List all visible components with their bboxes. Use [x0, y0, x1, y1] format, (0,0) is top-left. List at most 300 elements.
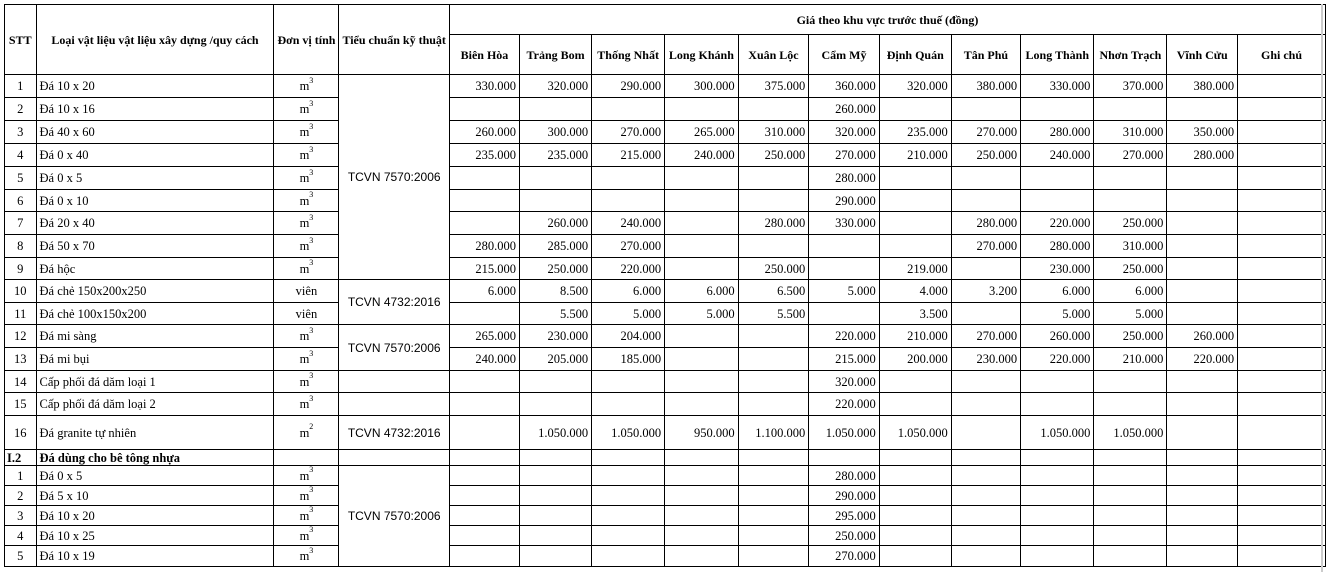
- row-price: [665, 235, 739, 258]
- table-row: [5, 348, 1326, 371]
- row-price: 320.000: [809, 121, 880, 144]
- row-price: [738, 546, 809, 567]
- row-unit: [274, 466, 339, 486]
- row-standard: TCVN 4732:2016: [339, 416, 449, 450]
- row-unit-exponent: 3: [309, 525, 314, 535]
- row-price: [1021, 466, 1094, 486]
- section-empty-cell: [665, 450, 739, 466]
- table-row: [5, 486, 1326, 506]
- row-unit-text: m: [299, 193, 310, 208]
- row-price: [665, 325, 739, 348]
- header-standard: Tiểu chuẩn kỹ thuật: [339, 5, 449, 75]
- row-stt: 2: [5, 98, 37, 121]
- row-price: 300.000: [665, 75, 739, 98]
- row-price: [665, 98, 739, 121]
- row-price: 250.000: [951, 144, 1020, 167]
- row-price: [449, 526, 519, 546]
- row-material-name: Đá mi bụi: [36, 348, 274, 371]
- table-row: [5, 167, 1326, 190]
- header-region: Ghi chú: [1238, 35, 1326, 75]
- row-unit: [274, 75, 339, 98]
- row-price: [449, 486, 519, 506]
- row-unit-exponent: 3: [309, 98, 314, 108]
- row-price: [1167, 258, 1238, 280]
- row-price: [1238, 546, 1326, 567]
- row-price: 3.200: [951, 280, 1020, 303]
- row-material-name: Đá 20 x 40: [36, 212, 274, 235]
- row-price: 215.000: [809, 348, 880, 371]
- row-unit-text: m: [299, 239, 310, 253]
- section-empty-cell: [1094, 450, 1167, 466]
- row-material-name: Đá 0 x 10: [36, 190, 274, 212]
- row-price: 270.000: [592, 121, 665, 144]
- table-row: [5, 144, 1326, 167]
- row-standard: TCVN 7570:2006: [339, 325, 449, 371]
- row-price: 265.000: [449, 325, 519, 348]
- row-price: 360.000: [809, 75, 880, 98]
- page-edge-divider: [1321, 4, 1323, 572]
- row-price: 270.000: [809, 144, 880, 167]
- row-price: [592, 167, 665, 190]
- row-unit-exponent: 3: [309, 190, 314, 200]
- row-price: 230.000: [951, 348, 1020, 371]
- row-price: 380.000: [1167, 75, 1238, 98]
- row-price: 320.000: [519, 75, 591, 98]
- row-price: [519, 486, 591, 506]
- row-price: [951, 546, 1020, 567]
- row-price: 230.000: [1021, 258, 1094, 280]
- row-price: [592, 546, 665, 567]
- row-unit-text: m: [299, 508, 310, 523]
- row-material-name: Đá 10 x 16: [36, 98, 274, 121]
- table-row: [5, 303, 1326, 325]
- row-price: [449, 466, 519, 486]
- row-material-name: Đá 10 x 20: [36, 75, 274, 98]
- row-price: [1167, 235, 1238, 258]
- section-empty-cell: [519, 450, 591, 466]
- row-price: [1021, 526, 1094, 546]
- row-unit: [274, 416, 339, 450]
- table-row: [5, 258, 1326, 280]
- row-price: [1094, 393, 1167, 416]
- header-stt: STT: [5, 5, 37, 75]
- row-material-name: Đá 40 x 60: [36, 121, 274, 144]
- row-price: [1238, 75, 1326, 98]
- table-row: [5, 75, 1326, 98]
- row-price: [592, 98, 665, 121]
- row-price: [519, 371, 591, 393]
- row-unit-text: m: [299, 468, 310, 483]
- row-price: [879, 190, 951, 212]
- row-price: 235.000: [519, 144, 591, 167]
- row-standard: [339, 393, 449, 416]
- row-price: 3.500: [879, 303, 951, 325]
- row-price: 280.000: [1021, 235, 1094, 258]
- section-empty-cell: [592, 450, 665, 466]
- row-unit: [274, 526, 339, 546]
- row-price: [879, 466, 951, 486]
- row-price: [1094, 486, 1167, 506]
- row-price: 220.000: [1021, 348, 1094, 371]
- row-unit-exponent: 3: [309, 393, 314, 403]
- row-price: [592, 190, 665, 212]
- row-price: 220.000: [592, 258, 665, 280]
- row-price: [738, 486, 809, 506]
- row-price: 250.000: [1094, 212, 1167, 235]
- row-price: [1238, 235, 1326, 258]
- row-price: 1.050.000: [809, 416, 880, 450]
- row-price: [1167, 466, 1238, 486]
- section-empty-cell: [1238, 450, 1326, 466]
- row-price: 260.000: [809, 98, 880, 121]
- row-price: [951, 526, 1020, 546]
- row-price: [1021, 371, 1094, 393]
- row-price: 270.000: [592, 235, 665, 258]
- table-row: [5, 466, 1326, 486]
- row-price: 240.000: [1021, 144, 1094, 167]
- row-standard: [339, 371, 449, 393]
- row-price: [1167, 416, 1238, 450]
- row-unit-text: m: [299, 488, 310, 503]
- header-region: Long Khánh: [665, 35, 739, 75]
- row-price: [449, 212, 519, 235]
- row-price: 8.500: [519, 280, 591, 303]
- row-price: [738, 466, 809, 486]
- row-price: 6.000: [665, 280, 739, 303]
- row-unit: [274, 98, 339, 121]
- header-region: Tân Phú: [951, 35, 1020, 75]
- section-empty-cell: [951, 450, 1020, 466]
- row-unit-exponent: 3: [309, 167, 314, 177]
- row-material-name: Cấp phối đá dăm loại 1: [36, 371, 274, 393]
- row-price: [1021, 393, 1094, 416]
- row-price: [1021, 98, 1094, 121]
- row-price: 220.000: [809, 325, 880, 348]
- row-price: 205.000: [519, 348, 591, 371]
- row-price: 250.000: [809, 526, 880, 546]
- row-price: [449, 416, 519, 450]
- row-price: 210.000: [879, 144, 951, 167]
- row-stt: 4: [5, 526, 37, 546]
- row-price: [1021, 486, 1094, 506]
- row-price: 370.000: [1094, 75, 1167, 98]
- row-price: [1094, 98, 1167, 121]
- section-empty-cell: [879, 450, 951, 466]
- row-price: 350.000: [1167, 121, 1238, 144]
- row-unit-exponent: 3: [309, 371, 314, 381]
- row-price: [738, 235, 809, 258]
- row-price: 280.000: [951, 212, 1020, 235]
- row-unit-text: m: [299, 352, 310, 366]
- header-region: Định Quán: [879, 35, 951, 75]
- table-row: [5, 393, 1326, 416]
- row-price: [879, 546, 951, 567]
- row-unit-exponent: 3: [309, 235, 314, 245]
- row-price: [1238, 121, 1326, 144]
- row-unit: [274, 303, 339, 325]
- row-price: [1167, 371, 1238, 393]
- row-unit: [274, 486, 339, 506]
- row-unit: [274, 144, 339, 167]
- row-unit-text: m: [299, 125, 310, 139]
- row-price: [1094, 466, 1167, 486]
- section-empty-cell: [274, 450, 339, 466]
- header-region: Biên Hòa: [449, 35, 519, 75]
- row-price: 310.000: [738, 121, 809, 144]
- row-price: [1094, 546, 1167, 567]
- row-price: [951, 416, 1020, 450]
- row-stt: 1: [5, 466, 37, 486]
- row-unit-text: m: [299, 261, 310, 276]
- row-price: 280.000: [449, 235, 519, 258]
- row-price: 260.000: [519, 212, 591, 235]
- row-unit-exponent: 3: [309, 258, 314, 268]
- row-price: [809, 258, 880, 280]
- row-price: 5.000: [809, 280, 880, 303]
- row-unit: [274, 348, 339, 371]
- row-stt: 13: [5, 348, 37, 371]
- row-stt: 14: [5, 371, 37, 393]
- row-price: [519, 466, 591, 486]
- row-price: [951, 98, 1020, 121]
- row-price: [1167, 167, 1238, 190]
- row-price: [1167, 303, 1238, 325]
- row-price: [1238, 416, 1326, 450]
- row-price: [1094, 526, 1167, 546]
- row-price: [879, 486, 951, 506]
- row-price: [1238, 371, 1326, 393]
- row-price: 215.000: [449, 258, 519, 280]
- row-price: [951, 466, 1020, 486]
- row-price: [449, 371, 519, 393]
- section-stt: I.2: [5, 450, 37, 466]
- row-price: [592, 506, 665, 526]
- row-price: 5.000: [592, 303, 665, 325]
- row-price: [951, 167, 1020, 190]
- section-empty-cell: [809, 450, 880, 466]
- row-unit-text: viên: [295, 306, 318, 321]
- row-price: [592, 371, 665, 393]
- row-price: [519, 393, 591, 416]
- row-stt: 2: [5, 486, 37, 506]
- row-price: 250.000: [519, 258, 591, 280]
- row-price: 290.000: [592, 75, 665, 98]
- row-standard: TCVN 7570:2006: [339, 466, 449, 567]
- header-region: Vĩnh Cửu: [1167, 35, 1238, 75]
- section-empty-cell: [449, 450, 519, 466]
- header-price-group: Giá theo khu vực trước thuế (đồng): [449, 5, 1325, 35]
- row-price: 280.000: [738, 212, 809, 235]
- row-price: [1238, 325, 1326, 348]
- row-price: 260.000: [449, 121, 519, 144]
- row-price: [665, 466, 739, 486]
- row-material-name: Đá granite tự nhiên: [36, 416, 274, 450]
- row-price: 1.050.000: [592, 416, 665, 450]
- row-price: 250.000: [738, 144, 809, 167]
- row-price: [1238, 348, 1326, 371]
- row-price: 280.000: [809, 466, 880, 486]
- row-material-name: Cấp phối đá dăm loại 2: [36, 393, 274, 416]
- row-unit: [274, 393, 339, 416]
- row-material-name: Đá 0 x 5: [36, 466, 274, 486]
- row-price: 5.000: [665, 303, 739, 325]
- table-row: [5, 98, 1326, 121]
- row-price: [449, 393, 519, 416]
- table-row: [5, 190, 1326, 212]
- row-price: [665, 371, 739, 393]
- row-unit-text: m: [299, 549, 310, 563]
- header-region: Trảng Bom: [519, 35, 591, 75]
- row-stt: 4: [5, 144, 37, 167]
- row-price: 220.000: [1167, 348, 1238, 371]
- header-row-1: [5, 5, 1326, 35]
- row-price: [449, 303, 519, 325]
- row-price: 210.000: [879, 325, 951, 348]
- row-price: [1167, 280, 1238, 303]
- row-price: [1167, 98, 1238, 121]
- row-price: 270.000: [951, 121, 1020, 144]
- row-price: [1094, 190, 1167, 212]
- row-stt: 7: [5, 212, 37, 235]
- row-price: [665, 212, 739, 235]
- row-price: 240.000: [665, 144, 739, 167]
- row-price: [1167, 393, 1238, 416]
- row-price: 250.000: [1094, 258, 1167, 280]
- row-unit-exponent: 3: [309, 485, 314, 495]
- row-stt: 9: [5, 258, 37, 280]
- row-price: 6.500: [738, 280, 809, 303]
- row-price: [879, 235, 951, 258]
- table-row: [5, 506, 1326, 526]
- row-price: 1.050.000: [879, 416, 951, 450]
- row-price: [809, 303, 880, 325]
- table-row: [5, 325, 1326, 348]
- row-price: [665, 348, 739, 371]
- row-price: 290.000: [809, 486, 880, 506]
- table-row: [5, 235, 1326, 258]
- row-price: 290.000: [809, 190, 880, 212]
- row-price: [738, 526, 809, 546]
- row-stt: 3: [5, 121, 37, 144]
- table-row: [5, 416, 1326, 450]
- row-unit-exponent: 3: [309, 121, 314, 131]
- row-stt: 12: [5, 325, 37, 348]
- row-price: [879, 526, 951, 546]
- row-price: [1167, 212, 1238, 235]
- row-price: 220.000: [1021, 212, 1094, 235]
- row-unit-exponent: 3: [309, 465, 314, 475]
- section-title: Đá dùng cho bê tông nhựa: [36, 450, 274, 466]
- table-row: [5, 526, 1326, 546]
- row-price: 250.000: [738, 258, 809, 280]
- row-price: [449, 98, 519, 121]
- row-price: [1238, 506, 1326, 526]
- row-price: 330.000: [809, 212, 880, 235]
- row-price: [951, 393, 1020, 416]
- row-price: [951, 258, 1020, 280]
- row-price: [809, 235, 880, 258]
- row-unit: [274, 190, 339, 212]
- row-price: [1094, 167, 1167, 190]
- row-unit: [274, 167, 339, 190]
- row-price: [1238, 466, 1326, 486]
- row-price: 250.000: [1094, 325, 1167, 348]
- row-price: 204.000: [592, 325, 665, 348]
- row-price: 240.000: [449, 348, 519, 371]
- row-price: [1094, 506, 1167, 526]
- row-unit: [274, 258, 339, 280]
- row-price: [592, 526, 665, 546]
- row-price: 270.000: [809, 546, 880, 567]
- row-price: [1238, 303, 1326, 325]
- header-region: Thống Nhất: [592, 35, 665, 75]
- row-price: [1238, 212, 1326, 235]
- row-price: 230.000: [519, 325, 591, 348]
- row-price: 265.000: [665, 121, 739, 144]
- row-stt: 5: [5, 167, 37, 190]
- row-price: 260.000: [1167, 325, 1238, 348]
- row-unit-text: m: [299, 148, 310, 162]
- row-price: [738, 190, 809, 212]
- row-price: [592, 466, 665, 486]
- row-price: [519, 506, 591, 526]
- row-price: [1167, 190, 1238, 212]
- row-price: 1.050.000: [519, 416, 591, 450]
- table-body: [5, 75, 1326, 567]
- header-region: Long Thành: [1021, 35, 1094, 75]
- row-price: 240.000: [592, 212, 665, 235]
- row-price: 235.000: [449, 144, 519, 167]
- header-region: Cẩm Mỹ: [809, 35, 880, 75]
- row-price: 220.000: [809, 393, 880, 416]
- row-unit-text: m: [299, 79, 310, 93]
- row-material-name: Đá 0 x 40: [36, 144, 274, 167]
- header-region: Xuân Lộc: [738, 35, 809, 75]
- table-row: [5, 121, 1326, 144]
- row-material-name: Đá 5 x 10: [36, 486, 274, 506]
- row-price: 330.000: [449, 75, 519, 98]
- row-unit-exponent: 3: [309, 505, 314, 515]
- row-stt: 5: [5, 546, 37, 567]
- row-price: [738, 371, 809, 393]
- row-material-name: Đá hộc: [36, 258, 274, 280]
- row-price: [519, 190, 591, 212]
- row-price: [449, 506, 519, 526]
- row-price: [665, 546, 739, 567]
- table-row: [5, 280, 1326, 303]
- row-unit-text: m: [299, 216, 310, 230]
- row-price: [738, 167, 809, 190]
- row-unit: [274, 212, 339, 235]
- header-unit: Đơn vị tính: [274, 5, 339, 75]
- row-price: [738, 98, 809, 121]
- row-price: 6.000: [592, 280, 665, 303]
- row-unit: [274, 325, 339, 348]
- row-stt: 6: [5, 190, 37, 212]
- row-price: 380.000: [951, 75, 1020, 98]
- row-price: [1167, 486, 1238, 506]
- row-stt: 10: [5, 280, 37, 303]
- row-price: [879, 212, 951, 235]
- row-price: 5.000: [1094, 303, 1167, 325]
- row-price: [449, 546, 519, 567]
- row-price: 215.000: [592, 144, 665, 167]
- section-empty-cell: [1167, 450, 1238, 466]
- row-price: 6.000: [1094, 280, 1167, 303]
- row-price: [1021, 167, 1094, 190]
- row-price: 260.000: [1021, 325, 1094, 348]
- row-price: 310.000: [1094, 121, 1167, 144]
